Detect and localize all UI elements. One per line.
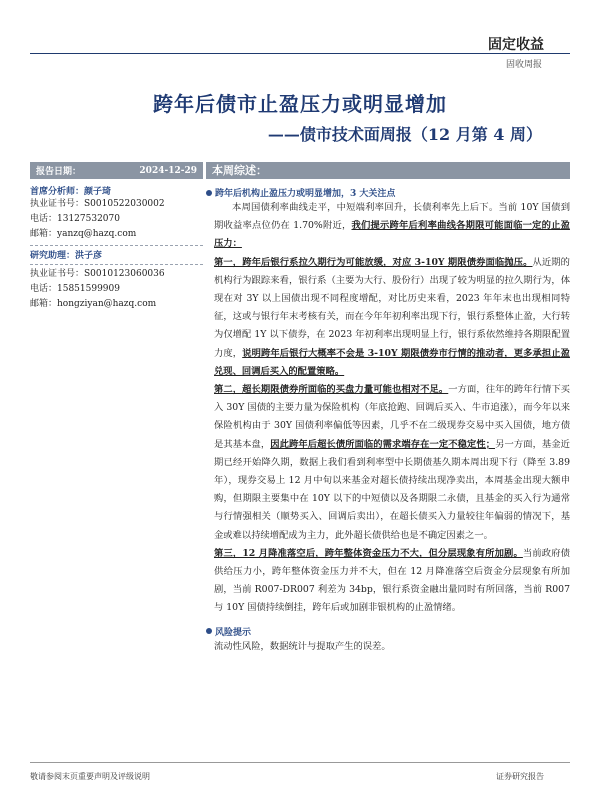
- report-title: 跨年后债市止盈压力或明显增加: [153, 92, 447, 116]
- point-one-conclusion: 说明跨年后银行大概率不会是 3-10Y 期限债券市行情的推动者，更多承担止盈兑现、回调后买入的配置策略。: [214, 347, 570, 377]
- assistant-phone: 电话：15851599909: [30, 284, 120, 294]
- risk-text: 流动性风险，数据统计与提取产生的误差。: [214, 640, 391, 652]
- assistant-license: 执业证书号：S0010123060036: [30, 269, 165, 279]
- disclaimer-note: 敬请参阅末页重要声明及评级说明: [30, 772, 150, 781]
- report-date-label: 报告日期：: [36, 167, 82, 177]
- key-point-text: 跨年后机构止盈压力或明显增加，3 大关注点: [215, 189, 396, 199]
- risk-heading-text: 风险提示: [215, 627, 252, 638]
- point-one-paragraph: [214, 254, 570, 381]
- risk-heading: [206, 625, 570, 638]
- point-two-emphasis: 因此跨年后超长债所面临的需求端存在一定不稳定性；: [270, 438, 496, 450]
- point-three-text: 当前政府债供给压力小，跨年整体资金压力并不大，但在 12 月降准落空后资金分层现象有所加剧，当前 R007-DR007 利差为 34bp，银行系资金融出量同时有所回落，当前 R007 与 10Y 国债持续倒挂，跨年后或加剧非银机构的止盈情绪。: [214, 547, 570, 614]
- point-one-heading: 第一，跨年后银行系拉久期行为可能放缓，对应 3-10Y 期限债券面临抛压。: [214, 256, 533, 268]
- analyst-email: 邮箱：yanzq@hazq.com: [30, 229, 137, 239]
- bullet-icon: [206, 628, 212, 634]
- intro-paragraph: [214, 199, 570, 254]
- point-two-paragraph: [214, 381, 570, 545]
- analyst-role: [30, 184, 203, 197]
- point-two-heading: 第二，超长期限债券所面临的买盘力量可能也相对不足。: [214, 384, 449, 396]
- point-two-text: 一方面，往年的跨年行情下买入 30Y 国债的主要力量为保险机构（年底抢跑、回调后买入、牛市追涨），而今年以来保险机构由于 30Y 国债利率偏低等因素，几乎不在二级现券交易中买入国债，地方债是其基本盘，: [214, 384, 570, 450]
- report-date-value: 2024-12-29: [139, 165, 197, 176]
- assistant-role-label: 研究助理：: [30, 251, 76, 261]
- analyst-name: 颜子琦: [84, 187, 112, 197]
- bullet-icon: [206, 190, 212, 196]
- footer-divider: [30, 762, 570, 763]
- analyst-license: 执业证书号：S0010522030002: [30, 199, 165, 209]
- assistant-email: 邮箱：hongziyan@hazq.com: [30, 299, 157, 309]
- intro-emphasis: 我们提示跨年后利率曲线各期限可能面临一定的止盈压力：: [214, 220, 570, 250]
- analyst-sidebar: [30, 162, 203, 312]
- intro-text: 本周国债利率曲线走平，中短端利率回升，长债利率先上后下。当前 10Y 国债到期收益率点位仍在 1.70%附近，: [214, 202, 570, 232]
- report-date-bar: [30, 162, 203, 179]
- key-point-heading: [206, 186, 570, 199]
- section-title: 本周综述：: [206, 162, 570, 179]
- report-type-label: 证券研究报告: [496, 772, 544, 781]
- analyst-role-label: 首席分析师：: [30, 187, 85, 197]
- assistant-role: [30, 248, 203, 261]
- sidebar-divider: [30, 245, 203, 246]
- summary-section: [206, 162, 570, 656]
- report-subcategory: 固收周报: [505, 60, 542, 70]
- point-three-paragraph: [214, 545, 570, 618]
- analyst-phone: 电话：13127532070: [30, 214, 120, 224]
- header-divider: [30, 53, 570, 54]
- point-three-heading: 第三，12 月降准落空后，跨年整体资金压力不大，但分层现象有所加剧。: [214, 547, 523, 559]
- assistant-name: 洪子彦: [75, 251, 103, 261]
- report-category: 固定收益: [488, 37, 544, 53]
- point-one-text: 从近期的机构行为跟踪来看，银行系（主要为大行、股份行）出现了较为明显的拉久期行为，体现在对 3Y 以上国债出现不同程度增配，对比历史来看，2023 年年末也出现相同特征，这或与银行年末考核有关，而在今年年初利率出现下行，银行系整体止盈，大行转为仅增配 1Y 以下债券，在 2023 年初利率出现明显上行，银行系依然维持各期限配置力度，: [214, 256, 570, 359]
- sidebar-divider: [30, 264, 203, 265]
- report-subtitle: ——债市技术面周报（12 月第 4 周）: [267, 125, 542, 144]
- point-two-text-cont: 另一方面，基金近期已经开始降久期，数据上我们看到利率型中长期债基久期本周出现下行（降至 3.89 年），现券交易上 12 月中旬以来基金对超长债持续出现净卖出，本周基金出现大额申购，但期限主要集中在 10Y 以下的中短债以及各期限二永债，且基金的买入行为通常与行情强相关（顺势买入、回调后卖出），在超长债买入力量较往年偏弱的情况下，基金或难以持续增配成为主力，此外超长债供给也是不确定因素之一。: [214, 438, 570, 541]
